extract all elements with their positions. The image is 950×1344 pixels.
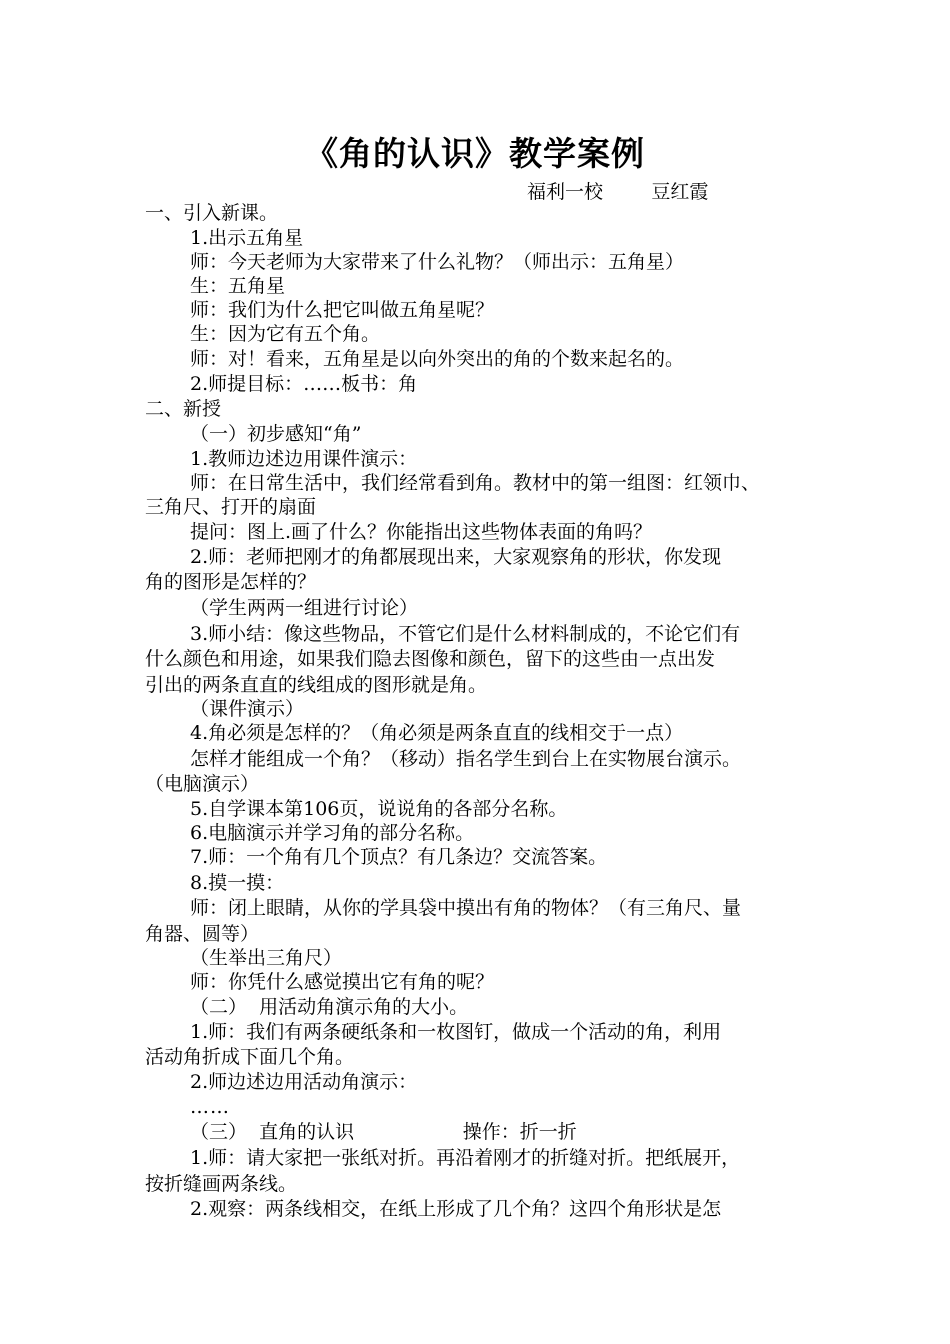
text-line: 2.师：老师把刚才的角都展现出来，大家观察角的形状，你发现 — [190, 546, 722, 568]
text-line: 活动角折成下面几个角。 — [145, 1046, 355, 1068]
text-line: 6.电脑演示并学习角的部分名称。 — [190, 822, 475, 844]
text-line: 2.观察：两条线相交，在纸上形成了几个角？这四个角形状是怎 — [190, 1198, 722, 1220]
text-line: （课件演示） — [190, 698, 305, 720]
text-line: 师：闭上眼睛，从你的学具袋中摸出有角的物体？（有三角尺、量 — [190, 897, 742, 919]
text-line: 角器、圆等） — [145, 923, 260, 945]
text-line: 2.师提目标：……板书：角 — [190, 373, 418, 395]
text-line: 三角尺、打开的扇面 — [145, 496, 317, 518]
text-line: 1.教师边述边用课件演示： — [190, 448, 418, 470]
text-line: （电脑演示） — [145, 773, 260, 795]
text-line: 7.师：一个角有几个顶点？有几条边？交流答案。 — [190, 846, 608, 868]
text-line: 角的图形是怎样的？ — [145, 571, 317, 593]
text-line: 师：今天老师为大家带来了什么礼物？（师出示：五角星） — [190, 251, 685, 273]
author-line: 福利一校 豆红霞 — [527, 181, 709, 203]
subsection-heading: （一）初步感知“角” — [190, 423, 362, 445]
text-line: 生：因为它有五个角。 — [190, 323, 381, 345]
text-line: 1.师：我们有两条硬纸条和一枚图钉，做成一个活动的角，利用 — [190, 1021, 722, 1043]
section-heading: 一、引入新课。 — [145, 202, 279, 224]
text-line: 什么颜色和用途，如果我们隐去图像和颜色，留下的这些由一点出发 — [145, 648, 716, 670]
text-line: 3.师小结：像这些物品，不管它们是什么材料制成的，不论它们有 — [190, 623, 741, 645]
text-line: 师：你凭什么感觉摸出它有角的呢？ — [190, 971, 495, 993]
text-line: 怎样才能组成一个角？（移动）指名学生到台上在实物展台演示。 — [190, 748, 742, 770]
text-line: 按折缝画两条线。 — [145, 1173, 298, 1195]
text-line: 师：对！看来，五角星是以向外突出的角的个数来起名的。 — [190, 348, 685, 370]
text-line: 5.自学课本第106页，说说角的各部分名称。 — [190, 798, 568, 820]
text-line: （学生两两一组进行讨论） — [190, 597, 419, 619]
subsection-heading: （三） 直角的认识 操作：折一折 — [190, 1121, 577, 1143]
document-title: 《角的认识》教学案例 — [305, 134, 645, 173]
text-line: 师：我们为什么把它叫做五角星呢？ — [190, 299, 495, 321]
text-line: 1.出示五角星 — [190, 227, 304, 249]
text-line: 引出的两条直直的线组成的图形就是角。 — [145, 674, 488, 696]
text-line: 师：在日常生活中，我们经常看到角。教材中的第一组图：红领巾、 — [190, 472, 761, 494]
text-line: 提问：图上.画了什么？你能指出这些物体表面的角吗？ — [190, 521, 653, 543]
section-heading: 二、新授 — [145, 398, 222, 420]
text-line: 生：五角星 — [190, 275, 286, 297]
subsection-heading: （二） 用活动角演示角的大小。 — [190, 996, 469, 1018]
text-line: 2.师边述边用活动角演示： — [190, 1071, 418, 1093]
text-line: （生举出三角尺） — [190, 947, 343, 969]
ellipsis: …… — [190, 1096, 230, 1118]
text-line: 8.摸一摸： — [190, 872, 285, 894]
text-line: 4.角必须是怎样的？（角必须是两条直直的线相交于一点） — [190, 722, 684, 744]
text-line: 1.师：请大家把一张纸对折。再沿着刚才的折缝对折。把纸展开， — [190, 1147, 741, 1169]
